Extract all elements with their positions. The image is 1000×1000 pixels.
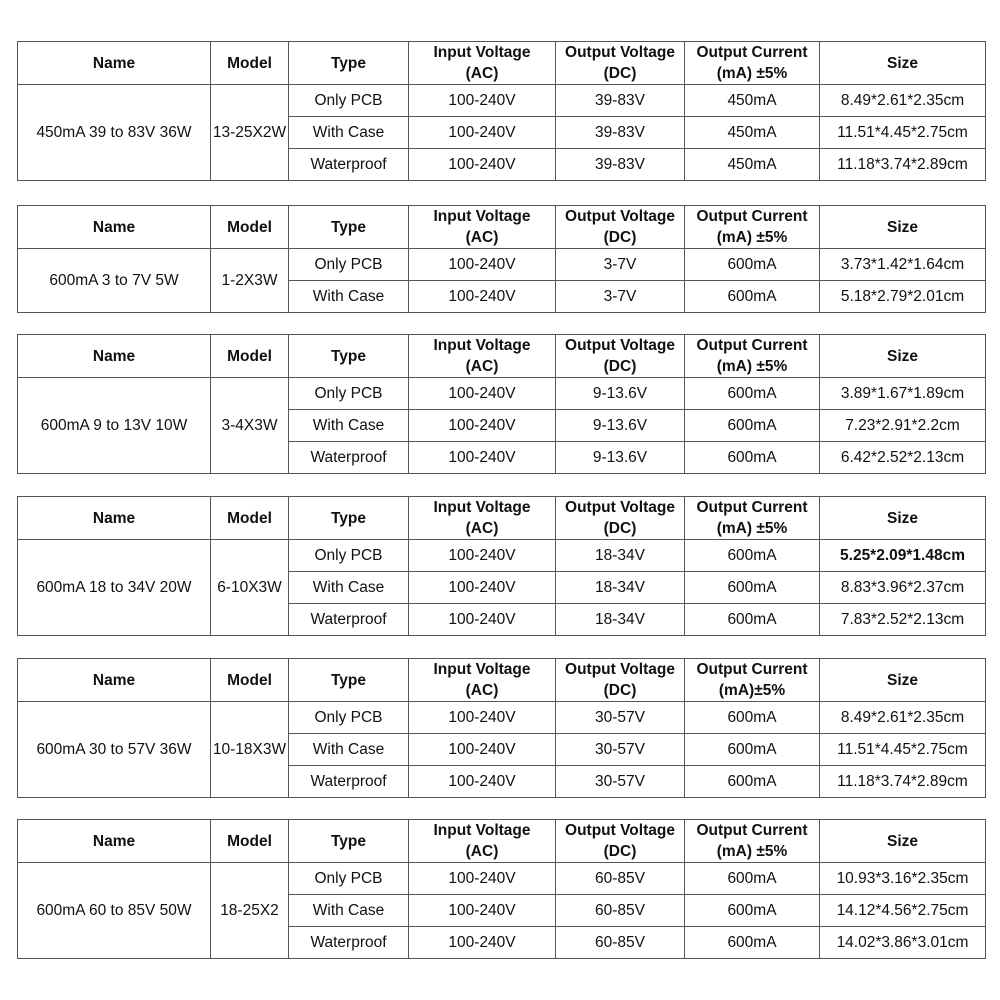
output-current-cell: 600mA bbox=[685, 766, 820, 798]
output-voltage-cell: 39-83V bbox=[556, 117, 685, 149]
output-voltage-cell: 9-13.6V bbox=[556, 378, 685, 410]
spec-table bbox=[17, 496, 986, 636]
type-cell: Waterproof bbox=[289, 766, 409, 798]
output-current-cell: 600mA bbox=[685, 442, 820, 474]
output-voltage-cell: 39-83V bbox=[556, 149, 685, 181]
header-model: Model bbox=[211, 820, 289, 863]
input-voltage-cell: 100-240V bbox=[409, 702, 556, 734]
header-output-voltage: Output Voltage (DC) bbox=[556, 497, 685, 540]
header-model: Model bbox=[211, 335, 289, 378]
output-current-cell: 600mA bbox=[685, 895, 820, 927]
header-output-voltage: Output Voltage (DC) bbox=[556, 206, 685, 249]
type-cell: Only PCB bbox=[289, 702, 409, 734]
input-voltage-cell: 100-240V bbox=[409, 249, 556, 281]
header-type: Type bbox=[289, 335, 409, 378]
input-voltage-cell: 100-240V bbox=[409, 149, 556, 181]
spec-table bbox=[17, 819, 986, 959]
input-voltage-cell: 100-240V bbox=[409, 734, 556, 766]
header-input-voltage: Input Voltage (AC) bbox=[409, 42, 556, 85]
header-name: Name bbox=[18, 497, 211, 540]
header-size: Size bbox=[820, 335, 986, 378]
output-voltage-cell: 60-85V bbox=[556, 863, 685, 895]
header-output-voltage: Output Voltage (DC) bbox=[556, 820, 685, 863]
header-model: Model bbox=[211, 497, 289, 540]
output-current-cell: 450mA bbox=[685, 117, 820, 149]
header-model: Model bbox=[211, 206, 289, 249]
type-cell: Only PCB bbox=[289, 249, 409, 281]
spec-table bbox=[17, 41, 986, 181]
header-input-voltage: Input Voltage (AC) bbox=[409, 659, 556, 702]
spec-table bbox=[17, 205, 986, 313]
header-type: Type bbox=[289, 497, 409, 540]
table-row bbox=[18, 249, 986, 281]
header-row bbox=[18, 42, 986, 85]
output-current-cell: 600mA bbox=[685, 410, 820, 442]
input-voltage-cell: 100-240V bbox=[409, 117, 556, 149]
product-name-cell: 600mA 18 to 34V 20W bbox=[18, 540, 211, 636]
size-cell: 11.18*3.74*2.89cm bbox=[820, 766, 986, 798]
input-voltage-cell: 100-240V bbox=[409, 863, 556, 895]
header-output-current: Output Current (mA) ±5% bbox=[685, 42, 820, 85]
output-voltage-cell: 3-7V bbox=[556, 249, 685, 281]
table-row bbox=[18, 863, 986, 895]
output-current-cell: 600mA bbox=[685, 378, 820, 410]
model-cell: 1-2X3W bbox=[211, 249, 289, 313]
table-row bbox=[18, 85, 986, 117]
output-current-cell: 600mA bbox=[685, 249, 820, 281]
header-name: Name bbox=[18, 206, 211, 249]
type-cell: Only PCB bbox=[289, 863, 409, 895]
size-cell: 7.23*2.91*2.2cm bbox=[820, 410, 986, 442]
header-size: Size bbox=[820, 820, 986, 863]
output-voltage-cell: 60-85V bbox=[556, 895, 685, 927]
type-cell: With Case bbox=[289, 410, 409, 442]
header-row bbox=[18, 335, 986, 378]
output-voltage-cell: 9-13.6V bbox=[556, 442, 685, 474]
input-voltage-cell: 100-240V bbox=[409, 895, 556, 927]
size-cell: 3.73*1.42*1.64cm bbox=[820, 249, 986, 281]
type-cell: With Case bbox=[289, 895, 409, 927]
header-output-voltage: Output Voltage (DC) bbox=[556, 42, 685, 85]
size-cell: 5.25*2.09*1.48cm bbox=[820, 540, 986, 572]
header-type: Type bbox=[289, 206, 409, 249]
header-model: Model bbox=[211, 42, 289, 85]
output-current-cell: 450mA bbox=[685, 149, 820, 181]
type-cell: Only PCB bbox=[289, 85, 409, 117]
size-cell: 14.12*4.56*2.75cm bbox=[820, 895, 986, 927]
header-type: Type bbox=[289, 659, 409, 702]
output-voltage-cell: 60-85V bbox=[556, 927, 685, 959]
size-cell: 6.42*2.52*2.13cm bbox=[820, 442, 986, 474]
size-cell: 14.02*3.86*3.01cm bbox=[820, 927, 986, 959]
size-cell: 3.89*1.67*1.89cm bbox=[820, 378, 986, 410]
type-cell: Waterproof bbox=[289, 927, 409, 959]
header-input-voltage: Input Voltage (AC) bbox=[409, 206, 556, 249]
header-row bbox=[18, 820, 986, 863]
size-cell: 8.49*2.61*2.35cm bbox=[820, 702, 986, 734]
output-current-cell: 600mA bbox=[685, 734, 820, 766]
output-voltage-cell: 18-34V bbox=[556, 604, 685, 636]
output-voltage-cell: 3-7V bbox=[556, 281, 685, 313]
header-name: Name bbox=[18, 42, 211, 85]
model-cell: 10-18X3W bbox=[211, 702, 289, 798]
model-cell: 3-4X3W bbox=[211, 378, 289, 474]
output-voltage-cell: 18-34V bbox=[556, 540, 685, 572]
header-output-current: Output Current (mA) ±5% bbox=[685, 820, 820, 863]
size-cell: 10.93*3.16*2.35cm bbox=[820, 863, 986, 895]
product-name-cell: 600mA 9 to 13V 10W bbox=[18, 378, 211, 474]
header-size: Size bbox=[820, 42, 986, 85]
type-cell: With Case bbox=[289, 281, 409, 313]
table-row bbox=[18, 540, 986, 572]
size-cell: 11.18*3.74*2.89cm bbox=[820, 149, 986, 181]
output-voltage-cell: 30-57V bbox=[556, 734, 685, 766]
header-output-current: Output Current (mA) ±5% bbox=[685, 335, 820, 378]
header-size: Size bbox=[820, 659, 986, 702]
input-voltage-cell: 100-240V bbox=[409, 766, 556, 798]
output-current-cell: 600mA bbox=[685, 540, 820, 572]
header-type: Type bbox=[289, 42, 409, 85]
table-row bbox=[18, 378, 986, 410]
input-voltage-cell: 100-240V bbox=[409, 281, 556, 313]
type-cell: Only PCB bbox=[289, 378, 409, 410]
output-voltage-cell: 9-13.6V bbox=[556, 410, 685, 442]
output-voltage-cell: 30-57V bbox=[556, 702, 685, 734]
size-cell: 11.51*4.45*2.75cm bbox=[820, 734, 986, 766]
header-input-voltage: Input Voltage (AC) bbox=[409, 335, 556, 378]
size-cell: 11.51*4.45*2.75cm bbox=[820, 117, 986, 149]
header-input-voltage: Input Voltage (AC) bbox=[409, 820, 556, 863]
header-row bbox=[18, 497, 986, 540]
type-cell: With Case bbox=[289, 734, 409, 766]
input-voltage-cell: 100-240V bbox=[409, 85, 556, 117]
model-cell: 13-25X2W bbox=[211, 85, 289, 181]
header-name: Name bbox=[18, 820, 211, 863]
input-voltage-cell: 100-240V bbox=[409, 410, 556, 442]
type-cell: Waterproof bbox=[289, 442, 409, 474]
output-current-cell: 600mA bbox=[685, 604, 820, 636]
product-name-cell: 450mA 39 to 83V 36W bbox=[18, 85, 211, 181]
product-name-cell: 600mA 30 to 57V 36W bbox=[18, 702, 211, 798]
size-cell: 5.18*2.79*2.01cm bbox=[820, 281, 986, 313]
output-current-cell: 600mA bbox=[685, 702, 820, 734]
output-current-cell: 600mA bbox=[685, 927, 820, 959]
output-current-cell: 600mA bbox=[685, 863, 820, 895]
header-output-voltage: Output Voltage (DC) bbox=[556, 335, 685, 378]
header-output-current: Output Current (mA)±5% bbox=[685, 659, 820, 702]
input-voltage-cell: 100-240V bbox=[409, 378, 556, 410]
output-voltage-cell: 18-34V bbox=[556, 572, 685, 604]
header-input-voltage: Input Voltage (AC) bbox=[409, 497, 556, 540]
size-cell: 7.83*2.52*2.13cm bbox=[820, 604, 986, 636]
output-current-cell: 600mA bbox=[685, 572, 820, 604]
output-current-cell: 600mA bbox=[685, 281, 820, 313]
product-name-cell: 600mA 3 to 7V 5W bbox=[18, 249, 211, 313]
type-cell: Waterproof bbox=[289, 149, 409, 181]
product-name-cell: 600mA 60 to 85V 50W bbox=[18, 863, 211, 959]
model-cell: 6-10X3W bbox=[211, 540, 289, 636]
table-row bbox=[18, 702, 986, 734]
header-name: Name bbox=[18, 659, 211, 702]
header-row bbox=[18, 659, 986, 702]
input-voltage-cell: 100-240V bbox=[409, 604, 556, 636]
model-cell: 18-25X2 bbox=[211, 863, 289, 959]
output-current-cell: 450mA bbox=[685, 85, 820, 117]
header-size: Size bbox=[820, 206, 986, 249]
type-cell: Waterproof bbox=[289, 604, 409, 636]
type-cell: With Case bbox=[289, 572, 409, 604]
type-cell: With Case bbox=[289, 117, 409, 149]
header-output-voltage: Output Voltage (DC) bbox=[556, 659, 685, 702]
header-output-current: Output Current (mA) ±5% bbox=[685, 206, 820, 249]
header-size: Size bbox=[820, 497, 986, 540]
type-cell: Only PCB bbox=[289, 540, 409, 572]
size-cell: 8.83*3.96*2.37cm bbox=[820, 572, 986, 604]
header-model: Model bbox=[211, 659, 289, 702]
output-voltage-cell: 30-57V bbox=[556, 766, 685, 798]
header-output-current: Output Current (mA) ±5% bbox=[685, 497, 820, 540]
output-voltage-cell: 39-83V bbox=[556, 85, 685, 117]
size-cell: 8.49*2.61*2.35cm bbox=[820, 85, 986, 117]
header-type: Type bbox=[289, 820, 409, 863]
header-row bbox=[18, 206, 986, 249]
input-voltage-cell: 100-240V bbox=[409, 540, 556, 572]
input-voltage-cell: 100-240V bbox=[409, 572, 556, 604]
header-name: Name bbox=[18, 335, 211, 378]
spec-table bbox=[17, 658, 986, 798]
spec-table bbox=[17, 334, 986, 474]
input-voltage-cell: 100-240V bbox=[409, 442, 556, 474]
input-voltage-cell: 100-240V bbox=[409, 927, 556, 959]
